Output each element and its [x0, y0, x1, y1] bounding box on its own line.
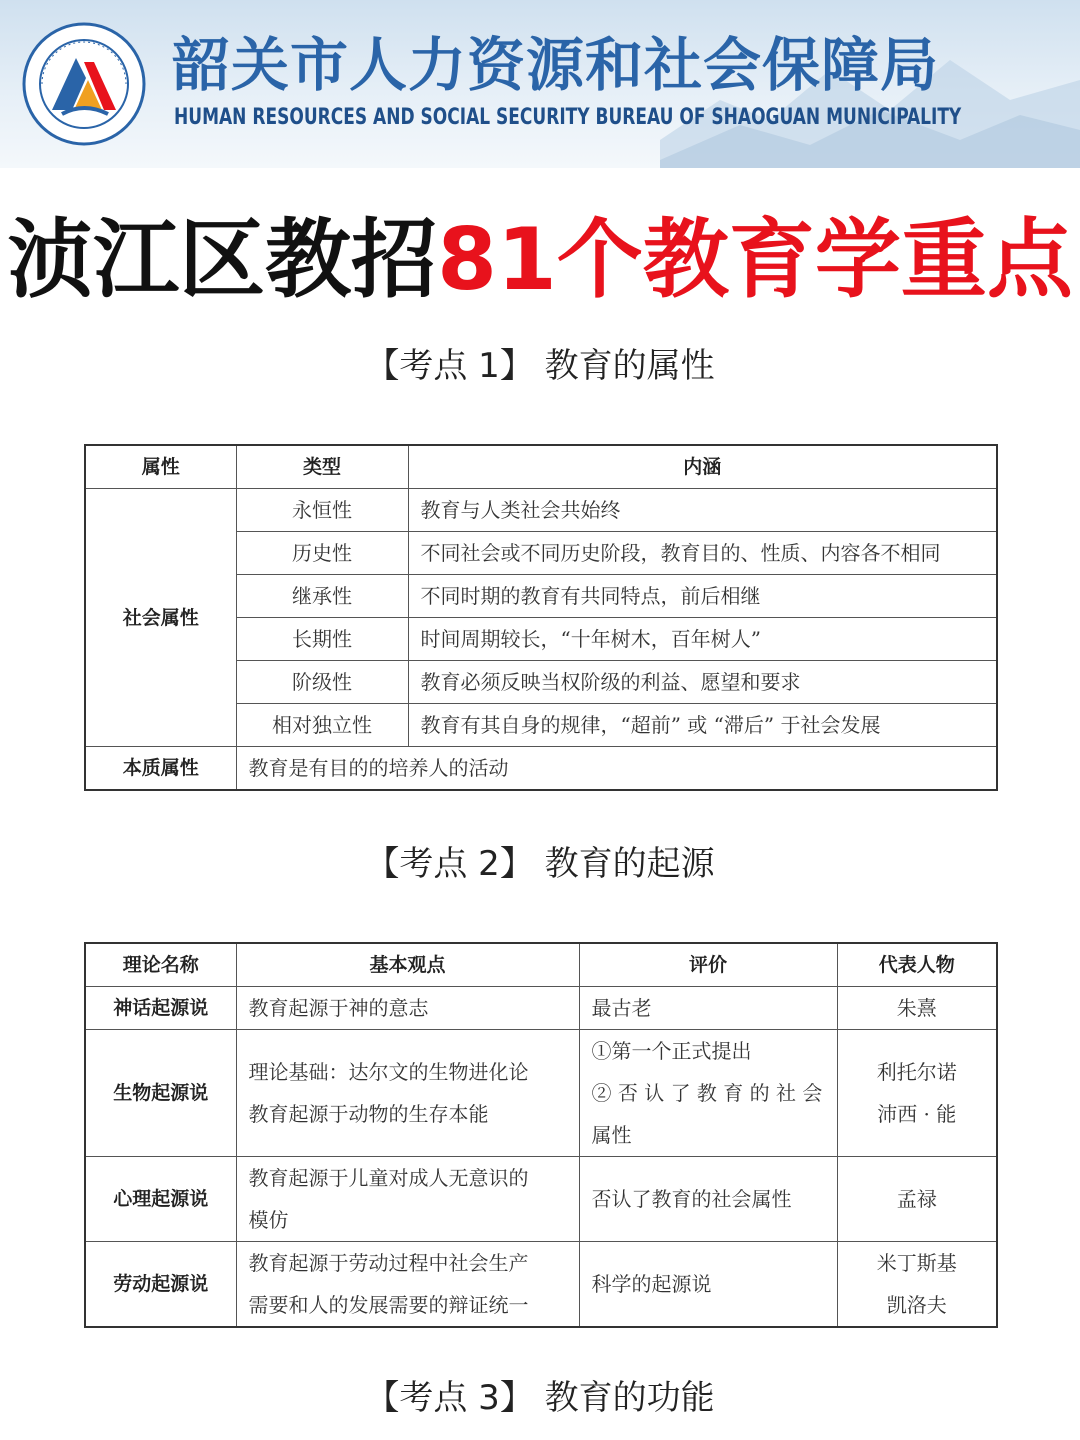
meaning-cell: 教育有其自身的规律，“超前” 或 “滞后” 于社会发展 [408, 704, 997, 747]
evaluation-cell [579, 1242, 837, 1328]
org-name-en: HUMAN RESOURCES AND SOCIAL SECURITY BUREAU OF SHAOGUAN MUNICIPALITY [174, 105, 962, 130]
bureau-emblem-icon [22, 22, 146, 146]
meaning-cell: 不同社会或不同历史阶段，教育目的、性质、内容各不相同 [408, 532, 997, 575]
evaluation-line: ② 否 认 了 教 育 的 社 会 [591, 1081, 823, 1105]
evaluation-line: ①第一个正式提出 [591, 1039, 752, 1063]
header-banner [0, 0, 1080, 168]
type-cell: 继承性 [236, 575, 408, 618]
person-line: 凯洛夫 [886, 1293, 947, 1317]
person-line: 朱熹 [896, 996, 937, 1020]
view-line: 教育起源于神的意志 [248, 996, 429, 1020]
type-cell: 历史性 [236, 532, 408, 575]
type-cell: 阶级性 [236, 661, 408, 704]
title-red-part: 81个教育学重点 [437, 210, 1073, 310]
type-cell: 相对独立性 [236, 704, 408, 747]
type-cell: 长期性 [236, 618, 408, 661]
view-line: 理论基础：达尔文的生物进化论 [248, 1060, 529, 1084]
theory-name-cell: 神话起源说 [85, 987, 236, 1030]
representatives-cell [837, 1157, 997, 1242]
table-row [85, 1030, 997, 1157]
table-header-row [85, 445, 997, 489]
representatives-cell [837, 1030, 997, 1157]
evaluation-line: 否认了教育的社会属性 [591, 1187, 792, 1211]
view-line: 教育起源于劳动过程中社会生产 [248, 1251, 529, 1275]
table-row [85, 747, 997, 791]
evaluation-line: 属性 [591, 1123, 632, 1147]
view-cell [236, 1242, 579, 1328]
table-row [85, 987, 997, 1030]
page-title [0, 205, 1080, 315]
header-theory-name: 理论名称 [85, 943, 236, 987]
view-cell [236, 1157, 579, 1242]
view-cell [236, 987, 579, 1030]
representatives-cell [837, 987, 997, 1030]
section-heading-2: 【考点 2】 教育的起源 [365, 844, 715, 884]
header-attribute: 属性 [85, 445, 236, 489]
header-basic-view: 基本观点 [236, 943, 579, 987]
meaning-cell: 时间周期较长，“十年树木，百年树人” [408, 618, 997, 661]
person-line: 沛西 · 能 [877, 1102, 957, 1126]
person-line: 利托尔诺 [876, 1060, 957, 1084]
section-heading-1: 【考点 1】 教育的属性 [365, 346, 715, 386]
type-cell: 永恒性 [236, 489, 408, 532]
org-name-cn: 韶关市人力资源和社会保障局 [172, 31, 940, 99]
meaning-cell: 教育与人类社会共始终 [408, 489, 997, 532]
person-line: 米丁斯基 [876, 1251, 957, 1275]
table-row [85, 1242, 997, 1328]
essence-attribute-label: 本质属性 [85, 747, 236, 791]
origins-table [84, 942, 998, 1328]
evaluation-cell [579, 1157, 837, 1242]
person-line: 孟禄 [896, 1187, 937, 1211]
table-row [85, 489, 997, 532]
theory-name-cell: 劳动起源说 [85, 1242, 236, 1328]
evaluation-line: 最古老 [591, 996, 652, 1020]
table-header-row [85, 943, 997, 987]
view-line: 教育起源于动物的生存本能 [248, 1102, 489, 1126]
section-heading-3: 【考点 3】 教育的功能 [365, 1378, 715, 1418]
evaluation-line: 科学的起源说 [591, 1272, 712, 1296]
evaluation-cell [579, 1030, 837, 1157]
attributes-table [84, 444, 998, 791]
view-line: 需要和人的发展需要的辩证统一 [248, 1293, 529, 1317]
title-black-part: 浈江区教招 [7, 210, 438, 310]
header-type: 类型 [236, 445, 408, 489]
representatives-cell [837, 1242, 997, 1328]
essence-meaning: 教育是有目的的培养人的活动 [236, 747, 997, 791]
meaning-cell: 教育必须反映当权阶级的利益、愿望和要求 [408, 661, 997, 704]
meaning-cell: 不同时期的教育有共同特点，前后相继 [408, 575, 997, 618]
theory-name-cell: 生物起源说 [85, 1030, 236, 1157]
theory-name-cell: 心理起源说 [85, 1157, 236, 1242]
header-representatives: 代表人物 [837, 943, 997, 987]
table-row [85, 1157, 997, 1242]
header-evaluation: 评价 [579, 943, 837, 987]
view-cell [236, 1030, 579, 1157]
view-line: 模仿 [248, 1208, 289, 1232]
evaluation-cell [579, 987, 837, 1030]
group-social-attribute: 社会属性 [85, 489, 236, 747]
header-meaning: 内涵 [408, 445, 997, 489]
view-line: 教育起源于儿童对成人无意识的 [248, 1166, 529, 1190]
